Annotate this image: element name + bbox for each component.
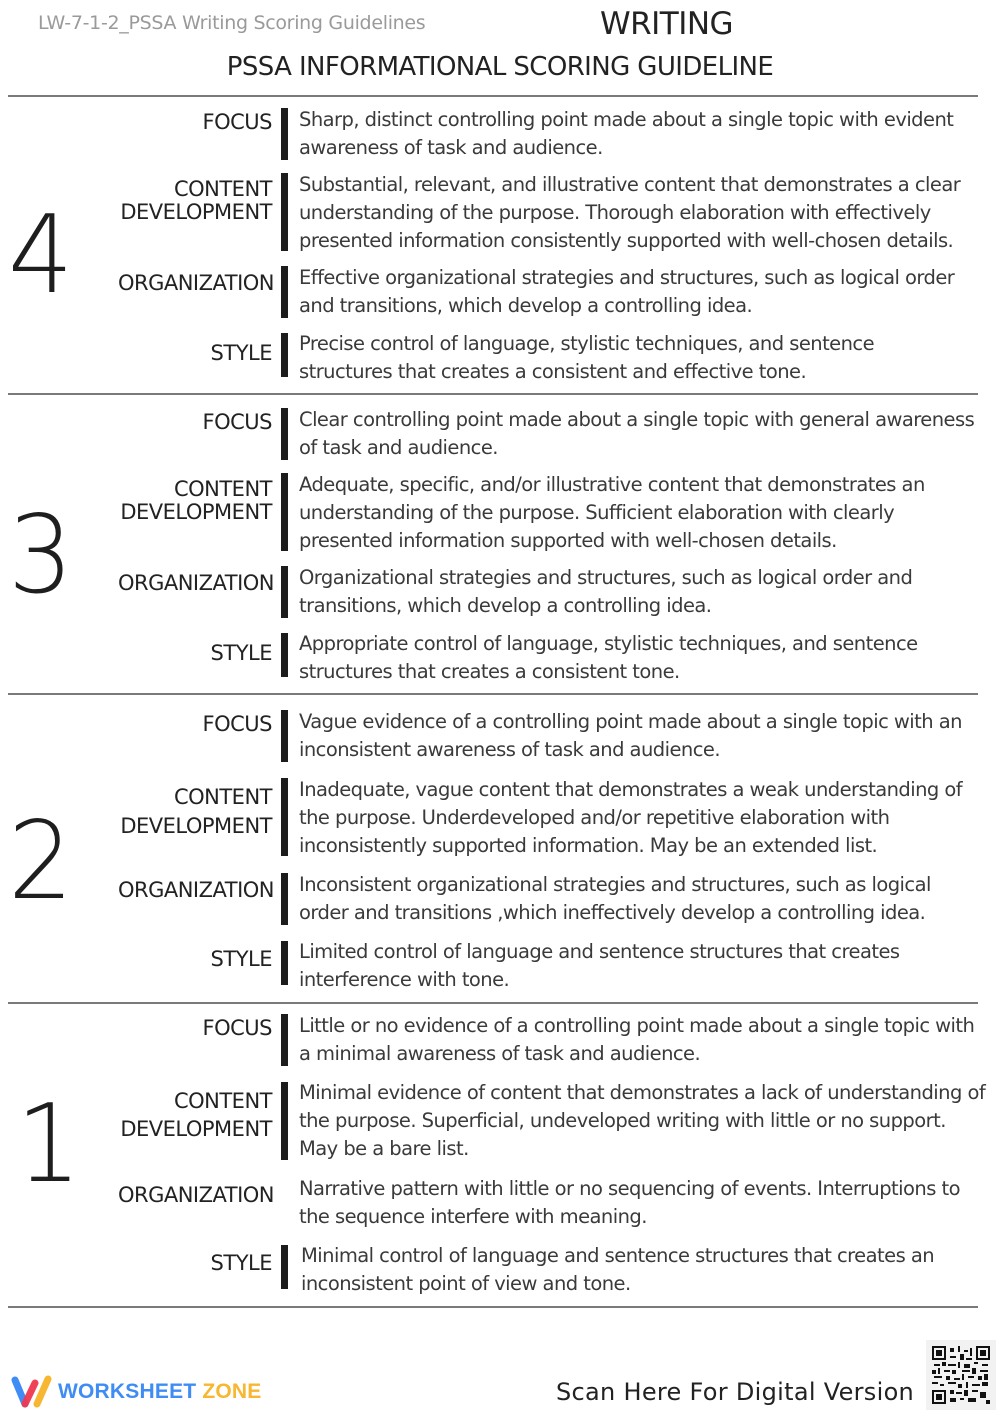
criterion-bar [281,108,288,160]
criterion-text: Limited control of language and sentence structures that creates interference with tone. [299,940,900,991]
criterion-label: STYLE [210,1251,272,1275]
criterion-bar [281,1245,288,1289]
criterion-bar [281,1014,288,1066]
logo-text-worksheet: WORKSHEET [58,1380,197,1403]
divider [8,1002,978,1004]
criterion-label: STYLE [210,641,272,665]
score-number: 3 [8,493,74,618]
criterion-label: CONTENT DEVELOPMENT [120,785,272,838]
criterion-bar [281,566,288,618]
criterion-label: FOCUS [202,410,272,434]
criterion-bar [281,173,288,251]
criterion-bar [281,633,288,677]
criterion-bar [281,473,288,551]
criterion-label: FOCUS [202,110,272,134]
criterion-label: ORGANIZATION [117,571,274,595]
criterion-bar [281,778,288,856]
score-number: 4 [8,193,74,318]
criterion-label: ORGANIZATION [117,878,274,902]
logo-text-zone: ZONE [202,1380,262,1403]
logo-mark-icon [10,1375,52,1409]
criterion-text: Inadequate, vague content that demonstrates a weak understanding of the purpose. Underdeveloped and/or repetitive elaboration with inconsistently supported information. May be an extended list. [299,778,963,857]
worksheetzone-logo [10,1375,261,1409]
criterion-label: ORGANIZATION [117,271,274,295]
criterion-label: STYLE [210,947,272,971]
criterion-text: Vague evidence of a controlling point made about a single topic with an inconsistent awareness of task and audience. [299,710,962,761]
criterion-bar [281,941,288,985]
criterion-text: Inconsistent organizational strategies and structures, such as logical order and transitions ,which ineffectively develop a controlling idea. [299,873,931,924]
criterion-label: ORGANIZATION [117,1183,274,1207]
score-number: 1 [16,1082,82,1207]
criterion-label: FOCUS [202,712,272,736]
criterion-text: Organizational strategies and structures, such as logical order and transitions, which develop a controlling idea. [299,566,913,617]
qr-code-icon[interactable] [926,1340,996,1410]
criterion-label: CONTENT DEVELOPMENT [120,477,272,524]
document-id: LW-7-1-2_PSSA Writing Scoring Guidelines [38,12,426,34]
criterion-text: Minimal control of language and sentence structures that creates an inconsistent point of view and tone. [301,1244,935,1295]
criterion-bar [281,873,288,925]
criterion-text: Effective organizational strategies and structures, such as logical order and transitions, which develop a controlling idea. [299,266,955,317]
criterion-bar [281,1082,288,1160]
criterion-label: STYLE [210,341,272,365]
criterion-text: Sharp, distinct controlling point made about a single topic with evident awareness of task and audience. [299,108,954,159]
scan-caption: Scan Here For Digital Version [556,1378,915,1406]
criterion-text: Substantial, relevant, and illustrative content that demonstrates a clear understanding of the purpose. Thorough elaboration with effectively presented information consistently supported with well-chosen details. [299,173,961,252]
score-number: 2 [8,799,74,924]
criterion-text: Little or no evidence of a controlling point made about a single topic with a minimal awareness of task and audience. [299,1014,975,1065]
criterion-text: Minimal evidence of content that demonstrates a lack of understanding of the purpose. Superficial, undeveloped writing with little or no support. May be a bare list. [299,1081,986,1160]
criterion-bar [281,333,288,377]
criterion-text: Appropriate control of language, stylistic techniques, and sentence structures that creates a consistent tone. [299,632,918,683]
page-title: WRITING [599,6,734,42]
divider [8,393,978,395]
page-subtitle: PSSA INFORMATIONAL SCORING GUIDELINE [226,52,774,82]
criterion-bar [281,710,288,762]
divider [8,95,978,97]
criterion-bar [281,408,288,460]
criterion-label: FOCUS [202,1016,272,1040]
divider [8,1306,978,1308]
criterion-label: CONTENT DEVELOPMENT [120,1089,272,1141]
criterion-text: Precise control of language, stylistic techniques, and sentence structures that creates a consistent and effective tone. [299,332,875,383]
divider [8,693,978,695]
criterion-text: Adequate, specific, and/or illustrative content that demonstrates an understanding of the purpose. Sufficient elaboration with clearly presented information supported with well-chosen details. [299,473,925,552]
criterion-bar [281,266,288,318]
criterion-label: CONTENT DEVELOPMENT [120,177,272,224]
criterion-text: Clear controlling point made about a single topic with general awareness of task and audience. [299,408,975,459]
criterion-text: Narrative pattern with little or no sequencing of events. Interruptions to the sequence interfere with meaning. [299,1177,960,1228]
